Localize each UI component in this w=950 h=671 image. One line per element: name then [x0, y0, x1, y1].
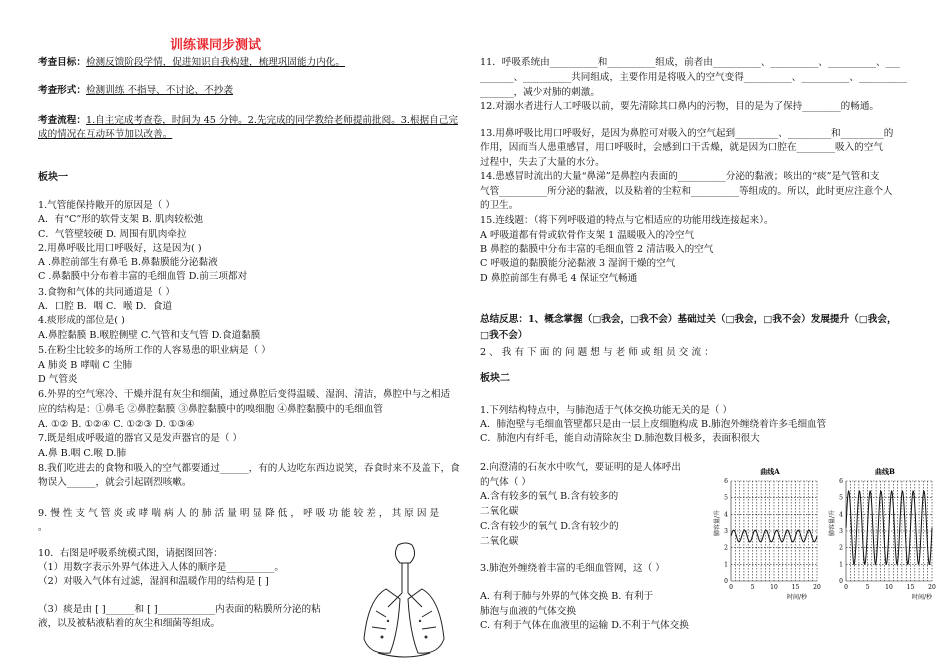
y-tick-label: 2 — [724, 544, 728, 552]
section-heading-1: 板块一 — [38, 172, 68, 183]
text-line: 1.气管能保持敞开的原因是（ ） — [38, 200, 175, 211]
y-tick-label: 2 — [839, 544, 843, 552]
text-line: 作用，因而当人患重感冒，用口呼吸时，会感到口干舌燥，就是因为口腔在________吸入的空气 — [480, 142, 883, 153]
y-tick-label: 6 — [724, 478, 728, 485]
text-line: 10．右图是呼吸系统模式图，请据图回答： — [38, 548, 223, 559]
text-line: 3.食物和气体的共同通道是（ ） — [38, 287, 175, 298]
text-line: 二氧化碳 — [480, 536, 519, 547]
exam-flow: 考查流程：1.自主完成考查卷，时间为 45 分钟。2.先完成的同学教给老师提前批阅。3.根据自己完 — [38, 115, 458, 126]
text-line: D 气管炎 — [38, 374, 78, 385]
exam-flow-cont: 成的情况在互动环节加以改善。 — [38, 129, 173, 140]
x-tick-label: 5 — [865, 584, 870, 591]
text-line: 12.对溺水者进行人工呼吸以前，要先清除其口鼻内的污物，目的是为了保持________的畅通。 — [480, 101, 880, 112]
x-tick-label: 20 — [928, 584, 936, 591]
text-line: C 呼吸道的黏膜能分泌黏液 3 湿润干燥的空气 — [480, 258, 676, 269]
text-line: _______，减少对肺的刺激。 — [480, 87, 600, 98]
text-line: 4.痰形成的部位是( ) — [38, 315, 125, 326]
text-line: A. ①② B. ①②④ C. ①②③ D. ①③④ — [38, 419, 195, 430]
text-line: （3）痰是由 [ ]______和 [ ]____________内表面的粘膜所分泌的粘 — [38, 604, 321, 615]
text-line: A．肺泡壁与毛细血管壁都只是由一层上皮细胞构成 B.肺泡外缠绕着许多毛细血管 — [480, 419, 827, 430]
text-line: A 呼吸道都有骨或软骨作支架 1 温暖吸入的冷空气 — [480, 230, 695, 241]
summary-line-1: 总结反思：1、概念掌握（□我会，□我不会）基础过关（□我会，□我不会）发展提升（□我会， — [480, 314, 897, 325]
text-line: A 肺炎 B 哮喘 C 尘肺 — [38, 360, 133, 371]
graph-curve-a — [715, 463, 825, 603]
text-line: D 鼻腔前部生有鼻毛 4 保证空气畅通 — [480, 273, 638, 284]
text-line: _______、__________共同组成，主要作用是将吸入的空气变得__________、__________、__________ — [480, 72, 907, 83]
graph-b-ylabel: 肺容量/升 — [829, 509, 836, 537]
text-line: 液，以及被粘液粘着的灰尘和细菌等组成。 — [38, 618, 221, 629]
text-line: A.含有较多的氧气 B.含有较多的 — [480, 491, 619, 502]
text-line: （2）对吸入气体有过滤，湿润和温暖作用的结构是 [ ] — [38, 576, 269, 587]
text-line: 7.既是组成呼吸道的器官又是发声器官的是（ ） — [38, 433, 243, 444]
text-line: C .鼻黏膜中分布着丰富的毛细血管 D.前三项都对 — [38, 271, 248, 282]
text-line: A．口腔 B．咽 C．喉 D．食道 — [38, 301, 173, 312]
text-line: C.含有较少的氧气 D.含有较少的 — [480, 521, 619, 532]
graph-a-ylabel: 肺容量/升 — [714, 509, 721, 537]
y-tick-label: 4 — [724, 511, 728, 519]
graph-a-xlabel: 时间/秒 — [786, 594, 808, 601]
text-line: 2.向澄清的石灰水中吹气，要证明的是人体呼出 — [480, 462, 682, 473]
text-line: C. 有利于气体在血液里的运输 D.不利于气体交换 — [480, 620, 689, 631]
x-tick-label: 10 — [885, 584, 893, 591]
x-tick-label: 10 — [770, 584, 778, 591]
x-tick-label: 5 — [750, 584, 755, 591]
y-tick-label: 5 — [724, 494, 728, 502]
summary-line-2: □我不会） — [480, 330, 528, 341]
exam-form: 考查形式：检测训练 不指导、不讨论、不抄袭 — [38, 85, 233, 96]
graph-curve-b — [830, 463, 945, 603]
text-line: 过程中，失去了大量的水分。 — [480, 157, 605, 168]
text-line: 的卫生。 — [480, 200, 519, 211]
text-line: 二氧化碳 — [480, 506, 519, 517]
y-tick-label: 1 — [724, 561, 728, 569]
x-tick-label: 15 — [906, 584, 915, 591]
text-line: C．气管壁较硬 D. 周围有肌肉牵拉 — [38, 229, 187, 240]
x-tick-label: 20 — [813, 584, 821, 591]
y-tick-label: 4 — [839, 511, 843, 519]
summary-line-3: 2 、 我 有 下 面 的 问 题 想 与 老 师 或 组 员 交 流 ： — [480, 347, 714, 358]
respiratory-system-diagram — [358, 541, 450, 665]
text-line: A.鼻 B.咽 C.喉 D.肺 — [38, 448, 127, 459]
text-line: 。 — [38, 522, 48, 533]
text-line: A.鼻腔黏膜 B.喉腔侧壁 C.气管和支气管 D.食道黏膜 — [38, 330, 261, 341]
y-tick-label: 0 — [839, 578, 843, 585]
text-line: A .鼻腔前部生有鼻毛 B.鼻黏膜能分泌黏液 — [38, 257, 218, 268]
text-line: 2.用鼻呼吸比用口呼吸好，这是因为( ) — [38, 243, 202, 254]
y-tick-label: 0 — [724, 578, 728, 585]
text-line: 11．呼吸系统由__________和__________组成，前者由__________、__________、__________、___ — [480, 57, 900, 68]
y-tick-label: 3 — [724, 528, 728, 535]
text-line: 9. 慢 性 支 气 管 炎 或 哮 喘 病 人 的 肺 活 量 明 显 降 低 ， 呼 吸 功 能 较 差 ， 其 原 因 是 — [38, 508, 440, 519]
text-line: 13.用鼻呼吸比用口呼吸好，是因为鼻腔可对吸入的空气起到_________、_________和_________的 — [480, 128, 894, 139]
text-line: 8.我们吃进去的食物和吸入的空气都要通过______，有的人边吃东西边说笑，吞食时来不及盖下，食 — [38, 463, 460, 474]
text-line: 气管__________所分泌的黏液，以及粘着的尘粒和__________等组成的。所以，此时更应注意个人 — [480, 186, 893, 197]
exam-goal: 考查目标：检测反馈阶段学情，促进知识自我构建，梳理巩固能力内化。 — [38, 57, 345, 68]
text-line: 1.下列结构特点中，与肺泡适于气体交换功能无关的是（ ） — [480, 405, 733, 416]
text-line: B 鼻腔的黏膜中分布丰富的毛细血管 2 清洁吸入的空气 — [480, 244, 714, 255]
text-line: 6.外界的空气寒冷、干燥并混有灰尘和细菌，通过鼻腔后变得温暖、湿润、清洁，鼻腔中与之相适 — [38, 389, 451, 400]
text-line: A．有“C”形的软骨支架 B. 肌肉较松弛 — [38, 214, 203, 225]
text-line: 15.连线题：（将下列呼吸道的特点与它相适应的功能用线连接起来）。 — [480, 215, 774, 226]
y-tick-label: 3 — [839, 528, 843, 535]
x-tick-label: 15 — [791, 584, 800, 591]
graph-a-title: 曲线A — [760, 467, 780, 476]
text-line: 5.在粉尘比较多的场所工作的人容易患的职业病是（ ） — [38, 345, 271, 356]
x-tick-label: 0 — [844, 584, 848, 591]
graph-b-title: 曲线B — [875, 467, 895, 476]
text-line: （1）用数字表示外界气体进入人体的顺序是__________。 — [38, 562, 284, 573]
text-line: 肺泡与血液的气体交换 — [480, 606, 576, 617]
text-line: C．肺泡内有纤毛，能自动清除灰尘 D.肺泡数目极多，表面积很大 — [480, 433, 760, 444]
y-tick-label: 6 — [839, 478, 843, 485]
text-line: 14.患感冒时流出的大量“鼻涕”是鼻腔内表面的__________分泌的黏液；咳出的“痰”是气管和支 — [480, 171, 880, 182]
y-tick-label: 1 — [839, 561, 843, 569]
text-line: 应的结构是：①鼻毛 ②鼻腔黏膜 ③鼻腔黏膜中的嗅细胞 ④鼻腔黏膜中的毛细血管 — [38, 404, 383, 415]
page-title: 训练课同步测试 — [170, 38, 262, 53]
text-line: 的气体（ ） — [480, 477, 532, 488]
graph-b-xlabel: 时间/秒 — [911, 594, 933, 601]
y-tick-label: 5 — [839, 494, 843, 502]
text-line: 物误入______，就会引起剧烈咳嗽。 — [38, 477, 192, 488]
x-tick-label: 0 — [729, 584, 733, 591]
text-line: 3.肺泡外缠绕着丰富的毛细血管网，这（ ） — [480, 563, 665, 574]
text-line: A. 有利于肺与外界的气体交换 B. 有利于 — [480, 591, 654, 602]
section-heading-2: 板块二 — [480, 373, 510, 384]
